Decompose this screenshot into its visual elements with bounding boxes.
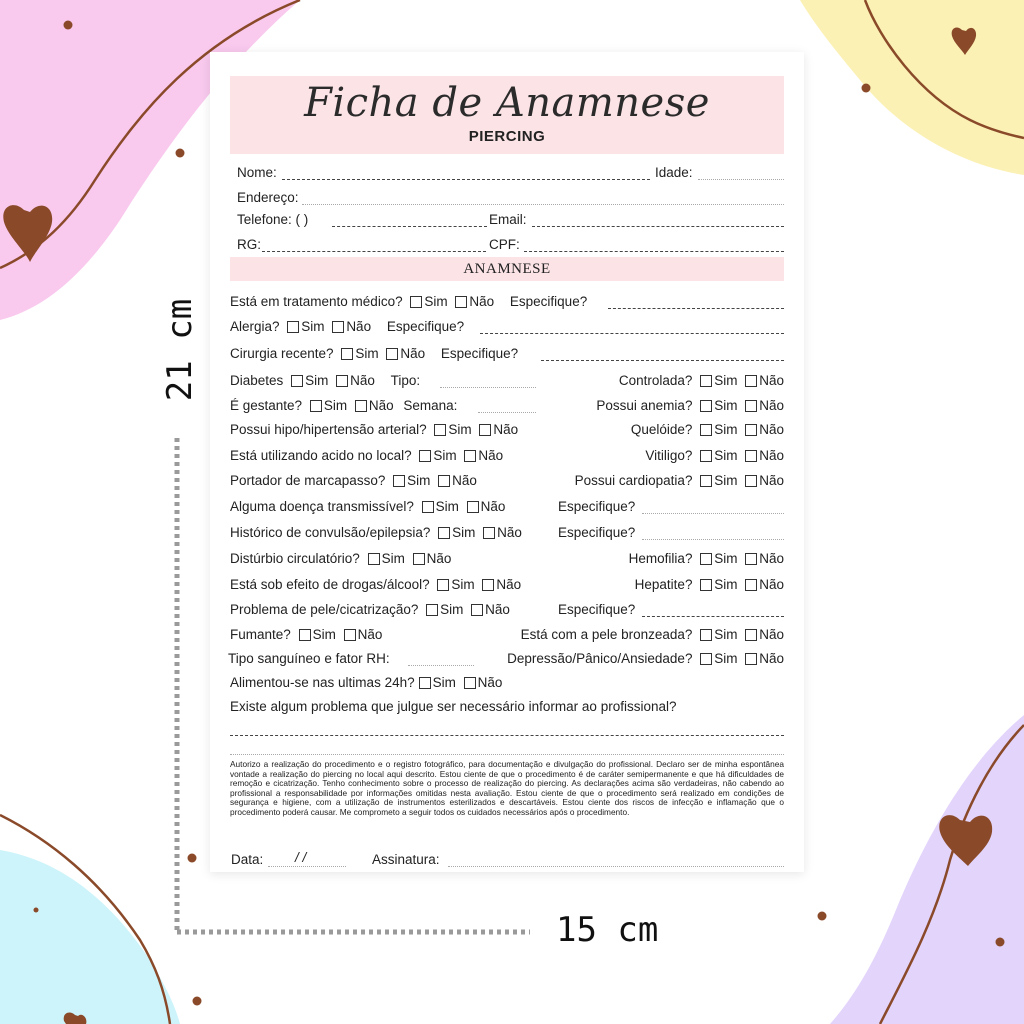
sim-checkbox[interactable] bbox=[287, 321, 299, 333]
nao-checkbox[interactable] bbox=[745, 475, 757, 487]
dot bbox=[64, 21, 73, 30]
especifique-label: Especifique? bbox=[558, 525, 636, 540]
especifique-field[interactable] bbox=[642, 513, 784, 514]
question-label: Hepatite? bbox=[634, 577, 693, 592]
especifique-field[interactable] bbox=[642, 616, 784, 617]
question-label: Está com a pele bronzeada? bbox=[520, 627, 693, 642]
sim-checkbox[interactable] bbox=[437, 579, 449, 591]
yellow-blob bbox=[800, 0, 1024, 175]
option-label: Não bbox=[759, 398, 784, 413]
nao-checkbox[interactable] bbox=[464, 677, 476, 689]
data-slashes: / / bbox=[295, 850, 307, 865]
data-field[interactable] bbox=[268, 866, 346, 867]
telefone-label: Telefone: ( ) bbox=[237, 212, 309, 227]
option-label: Não bbox=[759, 373, 784, 388]
nao-checkbox[interactable] bbox=[386, 348, 398, 360]
semana-field[interactable] bbox=[478, 412, 536, 413]
nao-checkbox[interactable] bbox=[479, 424, 491, 436]
question-label: Problema de pele/cicatrização? bbox=[230, 602, 419, 617]
option-label: Sim bbox=[714, 422, 738, 437]
nao-checkbox[interactable] bbox=[438, 475, 450, 487]
tipo-label: Tipo: bbox=[390, 373, 421, 388]
sim-checkbox[interactable] bbox=[341, 348, 353, 360]
assinatura-field[interactable] bbox=[448, 866, 784, 867]
dot bbox=[862, 84, 871, 93]
nao-checkbox[interactable] bbox=[745, 553, 757, 565]
nao-checkbox[interactable] bbox=[344, 629, 356, 641]
question-label: É gestante? bbox=[230, 398, 303, 413]
dot bbox=[996, 938, 1005, 947]
option-label: Não bbox=[480, 499, 506, 514]
option-label: Não bbox=[346, 319, 372, 334]
question-depressao bbox=[507, 651, 784, 667]
sim-checkbox[interactable] bbox=[422, 501, 434, 513]
question-sanguineo bbox=[228, 651, 390, 667]
question-label: Possui hipo/hipertensão arterial? bbox=[230, 422, 427, 437]
question-label: Quelóide? bbox=[630, 422, 693, 437]
question-fumante bbox=[230, 627, 382, 643]
sanguineo-field[interactable] bbox=[408, 665, 474, 666]
option-label: Não bbox=[496, 577, 522, 592]
dot bbox=[34, 908, 39, 913]
endereco-label: Endereço: bbox=[237, 190, 299, 205]
problema-field[interactable] bbox=[230, 735, 784, 736]
especifique-field[interactable] bbox=[642, 539, 784, 540]
assinatura-label: Assinatura: bbox=[372, 852, 440, 867]
question-label: Controlada? bbox=[618, 373, 693, 388]
option-label: Não bbox=[469, 294, 495, 309]
question-alergia bbox=[230, 319, 464, 335]
sim-checkbox[interactable] bbox=[310, 400, 322, 412]
option-label: Não bbox=[759, 551, 784, 566]
question-label: Cirurgia recente? bbox=[230, 346, 334, 361]
option-label: Sim bbox=[714, 398, 738, 413]
option-label: Sim bbox=[424, 294, 448, 309]
nao-checkbox[interactable] bbox=[483, 527, 495, 539]
email-field[interactable] bbox=[532, 226, 784, 227]
dot bbox=[193, 997, 202, 1006]
option-label: Sim bbox=[381, 551, 405, 566]
option-label: Não bbox=[759, 448, 784, 463]
sim-checkbox[interactable] bbox=[700, 400, 712, 412]
sim-checkbox[interactable] bbox=[700, 653, 712, 665]
option-label: Sim bbox=[407, 473, 431, 488]
option-label: Sim bbox=[433, 448, 457, 463]
sim-checkbox[interactable] bbox=[291, 375, 303, 387]
option-label: Sim bbox=[432, 675, 456, 690]
question-label: Diabetes bbox=[230, 373, 284, 388]
option-label: Não bbox=[759, 651, 784, 666]
sim-checkbox[interactable] bbox=[438, 527, 450, 539]
sim-checkbox[interactable] bbox=[700, 375, 712, 387]
anamnese-form-sheet bbox=[210, 52, 804, 872]
question-label: Está em tratamento médico? bbox=[230, 294, 403, 309]
dot bbox=[188, 854, 197, 863]
option-label: Não bbox=[368, 398, 394, 413]
nao-checkbox[interactable] bbox=[467, 501, 479, 513]
sim-checkbox[interactable] bbox=[700, 579, 712, 591]
option-label: Sim bbox=[448, 422, 472, 437]
especifique-label: Especifique? bbox=[558, 602, 636, 617]
option-label: Não bbox=[759, 422, 784, 437]
especifique-label: Especifique? bbox=[509, 294, 588, 309]
cyan-blob bbox=[0, 850, 180, 1024]
nao-checkbox[interactable] bbox=[745, 450, 757, 462]
option-label: Sim bbox=[301, 319, 325, 334]
nao-checkbox[interactable] bbox=[355, 400, 367, 412]
anamnese-section-title: ANAMNESE bbox=[230, 257, 784, 281]
data-label: Data: bbox=[231, 852, 264, 867]
especifique-label: Especifique? bbox=[386, 319, 465, 334]
question-label: Fumante? bbox=[230, 627, 291, 642]
sim-checkbox[interactable] bbox=[410, 296, 422, 308]
sim-checkbox[interactable] bbox=[368, 553, 380, 565]
nao-checkbox[interactable] bbox=[745, 629, 757, 641]
sim-checkbox[interactable] bbox=[700, 629, 712, 641]
option-label: Não bbox=[759, 627, 784, 642]
telefone-field[interactable] bbox=[332, 226, 487, 227]
question-circulatorio bbox=[230, 551, 451, 567]
nao-checkbox[interactable] bbox=[336, 375, 348, 387]
question-label: Histórico de convulsão/epilepsia? bbox=[230, 525, 431, 540]
question-hemofilia bbox=[629, 551, 784, 567]
especifique-field[interactable] bbox=[480, 333, 784, 334]
option-label: Não bbox=[357, 627, 383, 642]
nao-checkbox[interactable] bbox=[745, 375, 757, 387]
nome-field[interactable] bbox=[282, 179, 650, 180]
form-subtitle: PIERCING bbox=[468, 128, 546, 145]
nao-checkbox[interactable] bbox=[482, 579, 494, 591]
option-label: Não bbox=[759, 577, 784, 592]
question-controlada bbox=[619, 373, 784, 389]
question-convulsao bbox=[230, 525, 522, 541]
question-label: Portador de marcapasso? bbox=[230, 473, 386, 488]
question-label: Distúrbio circulatório? bbox=[230, 551, 360, 566]
option-label: Sim bbox=[305, 373, 329, 388]
nao-checkbox[interactable] bbox=[471, 604, 483, 616]
question-label: Tipo sanguíneo e fator RH: bbox=[228, 651, 390, 666]
option-label: Não bbox=[350, 373, 375, 388]
option-label: Sim bbox=[714, 473, 738, 488]
email-label: Email: bbox=[489, 212, 527, 227]
nao-checkbox[interactable] bbox=[455, 296, 467, 308]
sim-checkbox[interactable] bbox=[393, 475, 405, 487]
question-label: Alguma doença transmissível? bbox=[230, 499, 414, 514]
nao-checkbox[interactable] bbox=[745, 424, 757, 436]
question-label: Possui anemia? bbox=[596, 398, 693, 413]
problema-field-line-2[interactable] bbox=[230, 754, 784, 755]
sim-checkbox[interactable] bbox=[419, 450, 431, 462]
option-label: Sim bbox=[714, 651, 738, 666]
option-label: Não bbox=[478, 448, 504, 463]
option-label: Sim bbox=[440, 602, 464, 617]
nao-checkbox[interactable] bbox=[745, 579, 757, 591]
question-label: Vitiligo? bbox=[645, 448, 693, 463]
option-label: Não bbox=[493, 422, 519, 437]
sim-checkbox[interactable] bbox=[700, 450, 712, 462]
especifique-field[interactable] bbox=[608, 308, 784, 309]
height-label: 21 cm bbox=[160, 298, 200, 402]
cpf-field[interactable] bbox=[524, 251, 784, 252]
option-label: Sim bbox=[355, 346, 379, 361]
especifique-label: Especifique? bbox=[558, 499, 636, 514]
especifique-label: Especifique? bbox=[440, 346, 519, 361]
endereco-field[interactable] bbox=[302, 204, 784, 205]
sim-checkbox[interactable] bbox=[419, 677, 431, 689]
especifique-field[interactable] bbox=[541, 360, 784, 361]
question-problema: Existe algum problema que julgue ser necessário informar ao profissional? bbox=[230, 699, 677, 714]
option-label: Não bbox=[426, 551, 452, 566]
sim-checkbox[interactable] bbox=[700, 424, 712, 436]
sim-checkbox[interactable] bbox=[700, 475, 712, 487]
option-label: Não bbox=[497, 525, 522, 540]
question-transmissivel bbox=[230, 499, 505, 515]
option-label: Sim bbox=[435, 499, 459, 514]
sim-checkbox[interactable] bbox=[700, 553, 712, 565]
cpf-label: CPF: bbox=[489, 237, 520, 252]
consent-text: Autorizo a realização do procedimento e o registro fotográfico, para documentação e divulgação do profissional. Declaro ser de minha espontânea vontade a realização do piercing no local aqui descrito. Estou ciente de que o procedimento é de caráter semipermanente e que há dificuldades de remoção e cicatrização. Tenho conhecimento sobre o processo de realização do piercing. As declarações acima são verdadeiras, não cabendo ao profissional a responsabilidade por informações omitidas nesta avaliação. Estou ciente de que o procedimento será realizado em condições de segurança e higiene, com a utilização de instrumentos esterilizados e descartáveis. Estou ciente dos riscos de infecção e inflamação que o procedimento poderá causar. Me comprometo a seguir todos os cuidados necessários após o procedimento. bbox=[230, 759, 784, 817]
question-alimentou bbox=[230, 675, 502, 691]
option-label: Sim bbox=[323, 398, 348, 413]
option-label: Não bbox=[477, 675, 503, 690]
form-header bbox=[230, 76, 784, 154]
idade-label: Idade: bbox=[655, 165, 693, 180]
option-label: Sim bbox=[714, 373, 738, 388]
question-pele bbox=[230, 602, 510, 618]
nome-label: Nome: bbox=[237, 165, 277, 180]
question-label: Alergia? bbox=[230, 319, 280, 334]
option-label: Não bbox=[759, 473, 784, 488]
question-acido bbox=[230, 448, 503, 464]
option-label: Sim bbox=[714, 551, 738, 566]
nao-checkbox[interactable] bbox=[413, 553, 425, 565]
option-label: Sim bbox=[451, 577, 475, 592]
tipo-field[interactable] bbox=[440, 387, 536, 388]
question-bronzeada bbox=[521, 627, 784, 643]
question-label: Alimentou-se nas ultimas 24h? bbox=[230, 675, 415, 690]
question-anemia bbox=[596, 398, 784, 414]
question-hepatite bbox=[635, 577, 784, 593]
idade-field[interactable] bbox=[698, 179, 784, 180]
nao-checkbox[interactable] bbox=[745, 653, 757, 665]
option-label: Sim bbox=[312, 627, 336, 642]
question-queloide bbox=[631, 422, 784, 438]
question-drogas bbox=[230, 577, 521, 593]
dot bbox=[818, 912, 827, 921]
question-label: Possui cardiopatia? bbox=[574, 473, 693, 488]
question-label: Depressão/Pânico/Ansiedade? bbox=[507, 651, 693, 666]
question-label: Está utilizando acido no local? bbox=[230, 448, 412, 463]
option-label: Não bbox=[400, 346, 426, 361]
rg-field[interactable] bbox=[262, 251, 486, 252]
option-label: Sim bbox=[452, 525, 476, 540]
nao-checkbox[interactable] bbox=[464, 450, 476, 462]
option-label: Sim bbox=[714, 627, 738, 642]
question-label: Hemofilia? bbox=[628, 551, 693, 566]
question-label: Está sob efeito de drogas/álcool? bbox=[230, 577, 430, 592]
form-title: Ficha de Anamnese bbox=[304, 80, 710, 126]
question-vitiligo bbox=[645, 448, 784, 464]
sim-checkbox[interactable] bbox=[426, 604, 438, 616]
question-marcapasso bbox=[230, 473, 477, 489]
question-tratamento bbox=[230, 294, 587, 310]
question-cardiopatia bbox=[575, 473, 784, 489]
rg-label: RG: bbox=[237, 237, 262, 252]
nao-checkbox[interactable] bbox=[745, 400, 757, 412]
dot bbox=[176, 149, 185, 158]
question-hipertensao bbox=[230, 422, 518, 438]
semana-label: Semana: bbox=[403, 398, 458, 413]
option-label: Não bbox=[485, 602, 510, 617]
question-cirurgia bbox=[230, 346, 518, 362]
option-label: Não bbox=[452, 473, 477, 488]
question-gestante bbox=[230, 398, 457, 414]
question-diabetes bbox=[230, 373, 420, 389]
width-label: 15 cm bbox=[556, 910, 659, 950]
nao-checkbox[interactable] bbox=[332, 321, 344, 333]
option-label: Sim bbox=[714, 448, 738, 463]
sim-checkbox[interactable] bbox=[299, 629, 311, 641]
sim-checkbox[interactable] bbox=[434, 424, 446, 436]
option-label: Sim bbox=[714, 577, 738, 592]
